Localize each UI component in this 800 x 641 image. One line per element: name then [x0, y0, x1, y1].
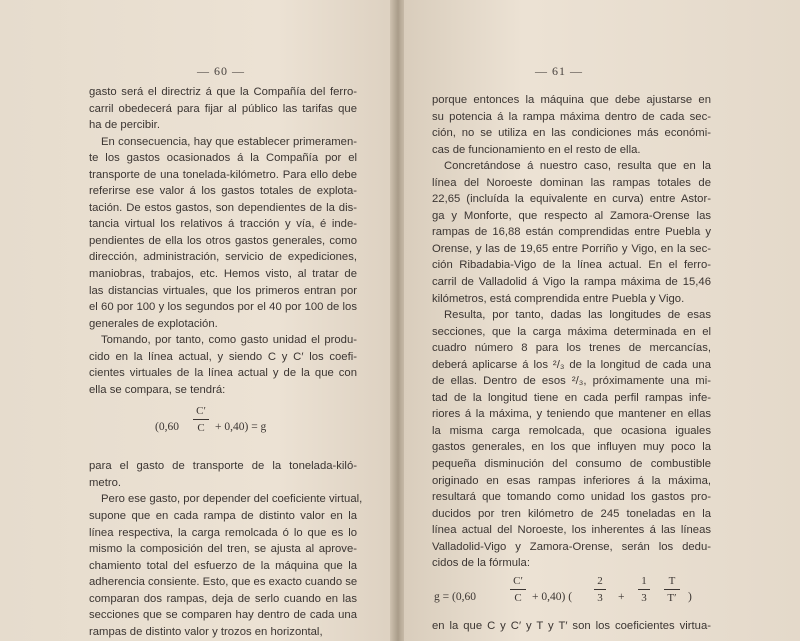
text-line: Tomando, por tanto, como gasto unidad el produ- [101, 334, 357, 347]
text-line: En consecuencia, hay que establecer primeramen- [101, 135, 357, 148]
text-line: rampas de distinto valor y trozos en horizontal, [89, 625, 323, 638]
formula-plus: + [618, 590, 625, 603]
text-line: adherencia consiente. Esto, que es exacto cuando se [89, 576, 358, 589]
left-page-text [89, 84, 363, 640]
text-line: ción Ribadabia-Vigo de la línea actual. En el ferro- [432, 259, 711, 272]
formula-fraction-one-third [638, 574, 650, 605]
left-paragraphs-bottom [89, 458, 363, 640]
formula-denominator: C [197, 422, 205, 435]
text-line: maniobras, trabajos, etc. Hemos visto, al tratar de [89, 268, 357, 281]
fraction-numerator: 2 [597, 574, 603, 587]
text-line: secciones que se comparen hay dentro de cada una [89, 609, 357, 622]
text-line: 22,65 (incluída la equivalente en curva) entre Astor- [432, 193, 711, 206]
left-formula [89, 398, 357, 458]
formula-close: ) [688, 590, 692, 603]
fraction-denominator: T′ [667, 591, 677, 604]
text-line: referirse ese valor á los gastos totales de explota- [89, 185, 357, 198]
fraction-numerator: T [668, 574, 676, 587]
text-line: supone que en cada rampa de distinto valor en la [89, 510, 357, 523]
right-paragraphs-top [432, 92, 711, 572]
text-line: resultará que tomando como unidad los gastos pro- [432, 491, 711, 504]
right-formula [432, 572, 711, 618]
formula-numerator: C′ [196, 405, 206, 418]
fraction-bar [594, 589, 606, 590]
fraction-bar [664, 589, 680, 590]
text-line: cuadro número 8 para los trenes de mercancías, [432, 342, 711, 355]
right-page-text [432, 92, 711, 634]
fraction-bar [638, 589, 650, 590]
text-line: Orense, y las de 19,65 entre Porriño y Vigo, en la sec- [432, 242, 711, 255]
fraction-denominator: 3 [641, 591, 647, 604]
text-line: carril obedecerá para fijar al público las tarifas que [89, 102, 357, 115]
text-line: secciones, que la carga máxima determinada en el [432, 325, 711, 338]
text-line: transporte de una tonelada-kilómetro. Para ello debe [89, 168, 357, 181]
text-line: tancia virtual los relativos á tracción y vía, é inde- [89, 218, 357, 231]
text-line: gastos generales, en los que influyen muy poco la [432, 441, 711, 454]
fraction-bar [193, 419, 209, 420]
text-line: kilómetros, está comprendida entre Puebla y Vigo. [432, 292, 685, 305]
formula-fraction-t [664, 574, 680, 605]
fraction-denominator: 3 [597, 591, 603, 604]
page-number-right: — 61 — [535, 64, 583, 78]
text-line: cido en la línea actual, y siendo C y C′ los coefi- [89, 350, 357, 363]
text-line: originado en esas rampas inferiores á la máxima, [432, 474, 711, 487]
text-line: ción, no se utiliza en las condiciones más económi- [432, 127, 711, 140]
fraction-bar [510, 589, 526, 590]
text-line: Concretándose á nuestro caso, resulta que en la [444, 160, 711, 173]
text-line: te los gastos ocasionados á la Compañía por el [89, 152, 357, 165]
text-line: línea actual del Noroeste, los inherentes á las líneas [432, 524, 711, 537]
text-line: de ellas. Dentro de esos ²/₃, próximamente una mi- [432, 375, 711, 388]
fraction-denominator: C [514, 591, 522, 604]
text-line: metro. [89, 476, 122, 489]
left-paragraphs-top [89, 84, 357, 398]
text-line: Valladolid-Vigo y Zamora-Orense, serán los dedu- [432, 540, 711, 553]
text-line: rampas de 16,88 están comprendidas entre Puebla y [432, 226, 711, 239]
text-line: mismo la composición del tren, se ajusta al aprove- [89, 543, 357, 556]
text-line: ducidos por tren kilómetro de 245 toneladas en la [432, 507, 711, 520]
text-line: cientes virtuales de la línea actual y de la que con [89, 367, 357, 380]
text-line: línea respectiva, la carga remolcada ó lo que es lo [89, 526, 357, 539]
text-line: ha de percibir. [89, 119, 160, 132]
text-line: riores á la máxima, y teniendo que mantener en ellas [432, 408, 711, 421]
right-paragraphs-bottom [432, 618, 711, 635]
text-line: ga y Monforte, que respecto al Zamora-Orense las [432, 209, 711, 222]
text-line: ella se compara, se tendrá: [89, 383, 226, 396]
text-line: cas de funcionamiento en el resto de ella. [432, 143, 641, 156]
formula-fraction [193, 404, 209, 435]
fraction-numerator: C′ [513, 574, 523, 587]
formula-fraction-two-thirds [594, 574, 606, 605]
text-line: Pero ese gasto, por depender del coeficiente virtual, [101, 493, 363, 506]
text-line: para el gasto de transporte de la tonelada-kiló- [89, 460, 357, 473]
text-line: las distancias virtuales, que los primeros entran por [89, 284, 357, 297]
formula-fraction-c [510, 574, 526, 605]
text-line: deberá aplicarse á los ²/₃ de la longitud de cada una [432, 358, 711, 371]
text-line: su potencia á la rampa máxima dentro de cada sec- [432, 110, 711, 123]
text-line: pequeña disminución del consumo de combustible [432, 458, 711, 471]
text-line: Resulta, por tanto, dadas las longitudes de esas [444, 309, 711, 322]
text-line: gasto será el directriz á que la Compañía del ferro- [89, 86, 357, 98]
text-line: tación. De estos gastos, son dependientes de la dis- [89, 201, 357, 214]
formula-mid: + 0,40) ( [532, 590, 573, 603]
text-line: dirección, administración, servicio de expediciones, [89, 251, 357, 264]
formula-rest: + 0,40) = g [215, 421, 267, 434]
text-line: la misma carga remolcada, que ocasiona iguales [432, 424, 711, 437]
right-page [404, 0, 800, 641]
left-page [0, 0, 394, 641]
text-line: línea del Noroeste dominan las rampas totales de [432, 176, 711, 189]
text-line: porque entonces la máquina que debe ajustarse en [432, 94, 711, 106]
text-line: en la que C y C′ y T y T′ son los coeficientes virtua- [432, 619, 711, 632]
text-line: el 60 por 100 y los segundos por el 40 por 100 de los [89, 301, 357, 314]
text-line: chamiento total del esfuerzo de la máquina que la [89, 559, 357, 572]
formula-open: (0,60 [155, 421, 179, 434]
formula-lhs: g = (0,60 [434, 590, 476, 603]
text-line: cidos de la fórmula: [432, 557, 530, 570]
text-line: carril de Valladolid á Vigo la rampa máxima de 15,46 [432, 276, 711, 289]
fraction-numerator: 1 [641, 574, 647, 587]
text-line: tad de la longitud tiene en cada perfil rampas infe- [432, 391, 711, 404]
text-line: pendientes de ella los otros gastos generales, como [89, 234, 357, 247]
text-line: comparan dos rampas, deja de serlo cuando en las [89, 592, 357, 605]
page-number-left: — 60 — [197, 64, 245, 78]
text-line: generales de explotación. [89, 317, 218, 330]
